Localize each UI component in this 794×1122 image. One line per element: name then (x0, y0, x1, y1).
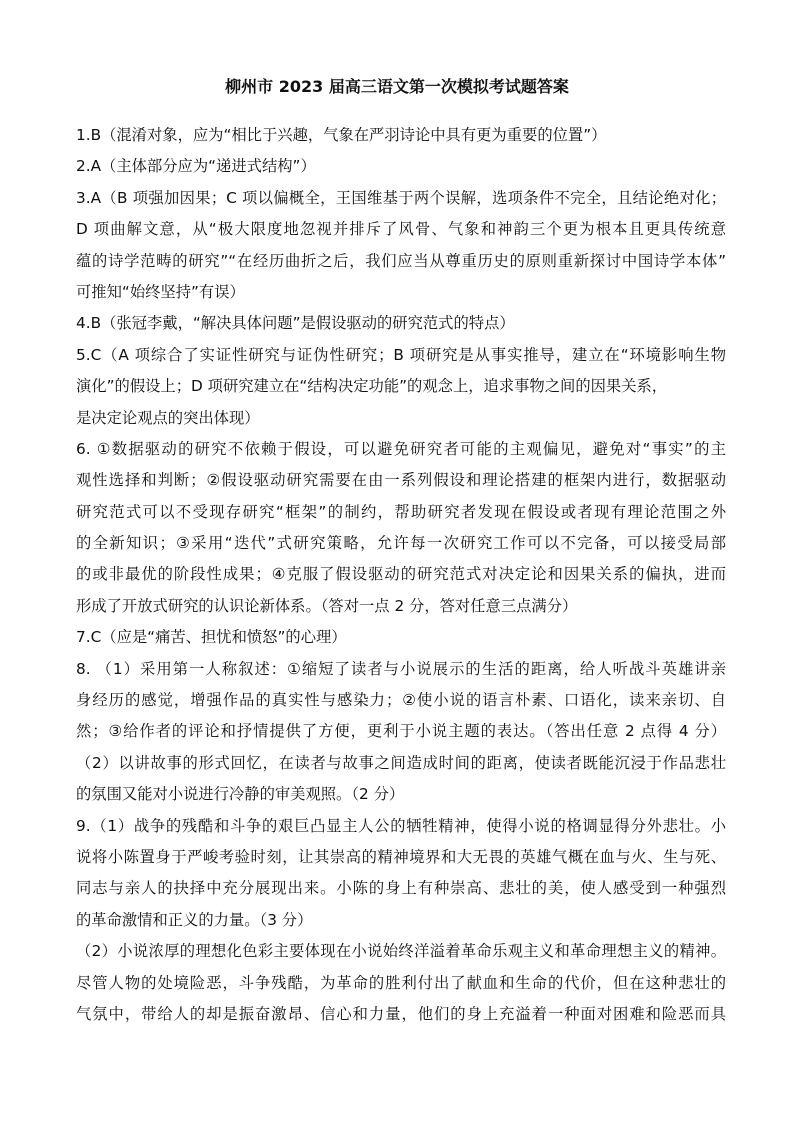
text-line: 的全新知识；③采用“迭代”式研究策略，允许每一次研究工作可以不完备，可以接受局部 (76, 534, 726, 553)
text-line: 的氛围又能对小说进行冷静的审美观照。（2 分） (76, 785, 405, 804)
answer-body (76, 120, 726, 1030)
text-line: D 项曲解文意，从“极大限度地忽视并排斥了风骨、气象和神韵三个更为根本且更具传统意 (76, 220, 726, 239)
text-line: 说将小陈置身于严峻考验时刻，让其崇高的精神境界和大无畏的英雄气概在血与火、生与死、 (76, 847, 726, 866)
text-line: 身经历的感觉，增强作品的真实性与感染力；②使小说的语言朴素、口语化，读来亲切、自 (76, 691, 726, 710)
text-line: （2）以讲故事的形式回忆，在读者与故事之间造成时间的距离，使读者既能沉浸于作品悲壮 (76, 753, 726, 772)
text-line: 8. （1）采用第一人称叙述：①缩短了读者与小说展示的生活的距离，给人听战斗英雄讲亲 (76, 659, 726, 678)
text-line: 是决定论观点的突出体现） (76, 408, 260, 427)
text-line: 的或非最优的阶段性成果；④克服了假设驱动的研究范式对决定论和因果关系的偏执，进而 (76, 565, 726, 584)
text-line: 蕴的诗学范畴的研究”“在经历曲折之后，我们应当从尊重历史的原则重新探讨中国诗学本体” (76, 251, 726, 270)
page-title: 柳州市 2023 届高三语文第一次模拟考试题答案 (225, 77, 569, 96)
text-line: 2.A（主体部分应为“递进式结构”） (76, 157, 316, 176)
text-line: 可推知“始终坚持”有误） (76, 282, 245, 301)
text-line: 尽管人物的处境险恶，斗争残酷，为革命的胜利付出了献血和生命的代价，但在这种悲壮的 (76, 973, 726, 992)
text-line: 7.C（应是“痛苦、担忧和愤怒”的心理） (76, 628, 347, 647)
text-line: 研究范式可以不受现存研究“框架”的制约，帮助研究者发现在假设或者现有理论范围之外 (76, 502, 726, 521)
text-line: 9.（1）战争的残酷和斗争的艰巨凸显主人公的牺牲精神，使得小说的格调显得分外悲壮。小 (76, 816, 726, 835)
text-line: 观性选择和判断；②假设驱动研究需要在由一系列假设和理论搭建的框架内进行，数据驱动 (76, 471, 726, 490)
text-line: 同志与亲人的抉择中充分展现出来。小陈的身上有种崇高、悲壮的美，使人感受到一种强烈 (76, 879, 726, 898)
text-line: 形成了开放式研究的认识论新体系。（答对一点 2 分，答对任意三点满分） (76, 596, 578, 615)
text-line: 5.C（A 项综合了实证性研究与证伪性研究；B 项研究是从事实推导，建立在“环境影响生物 (76, 345, 726, 364)
text-line: 6. ①数据驱动的研究不依赖于假设，可以避免研究者可能的主观偏见，避免对“事实”的主 (76, 439, 726, 458)
text-line: 然；③给作者的评论和抒情提供了方便，更利于小说主题的表达。（答出任意 2 点得 4 分） (76, 722, 726, 741)
text-line: 1.B（混淆对象，应为“相比于兴趣，气象在严羽诗论中具有更为重要的位置”） (76, 126, 607, 144)
text-line: 气氛中，带给人的却是振奋激昂、信心和力量，他们的身上充溢着一种面对困难和险恶而具 (76, 1004, 726, 1023)
text-line: 4.B（张冠李戴，“解决具体问题”是假设驱动的研究范式的特点） (76, 314, 515, 333)
text-line: 的革命激情和正义的力量。（3 分） (76, 910, 313, 929)
text-line: （2）小说浓厚的理想化色彩主要体现在小说始终洋溢着革命乐观主义和革命理想主义的精神。 (76, 942, 726, 961)
text-line: 演化”的假设上；D 项研究建立在“结构决定功能”的观念上，追求事物之间的因果关系， (76, 377, 668, 396)
text-line: 3.A（B 项强加因果；C 项以偏概全，王国维基于两个误解，选项条件不完全，且结论绝对化； (76, 188, 726, 207)
